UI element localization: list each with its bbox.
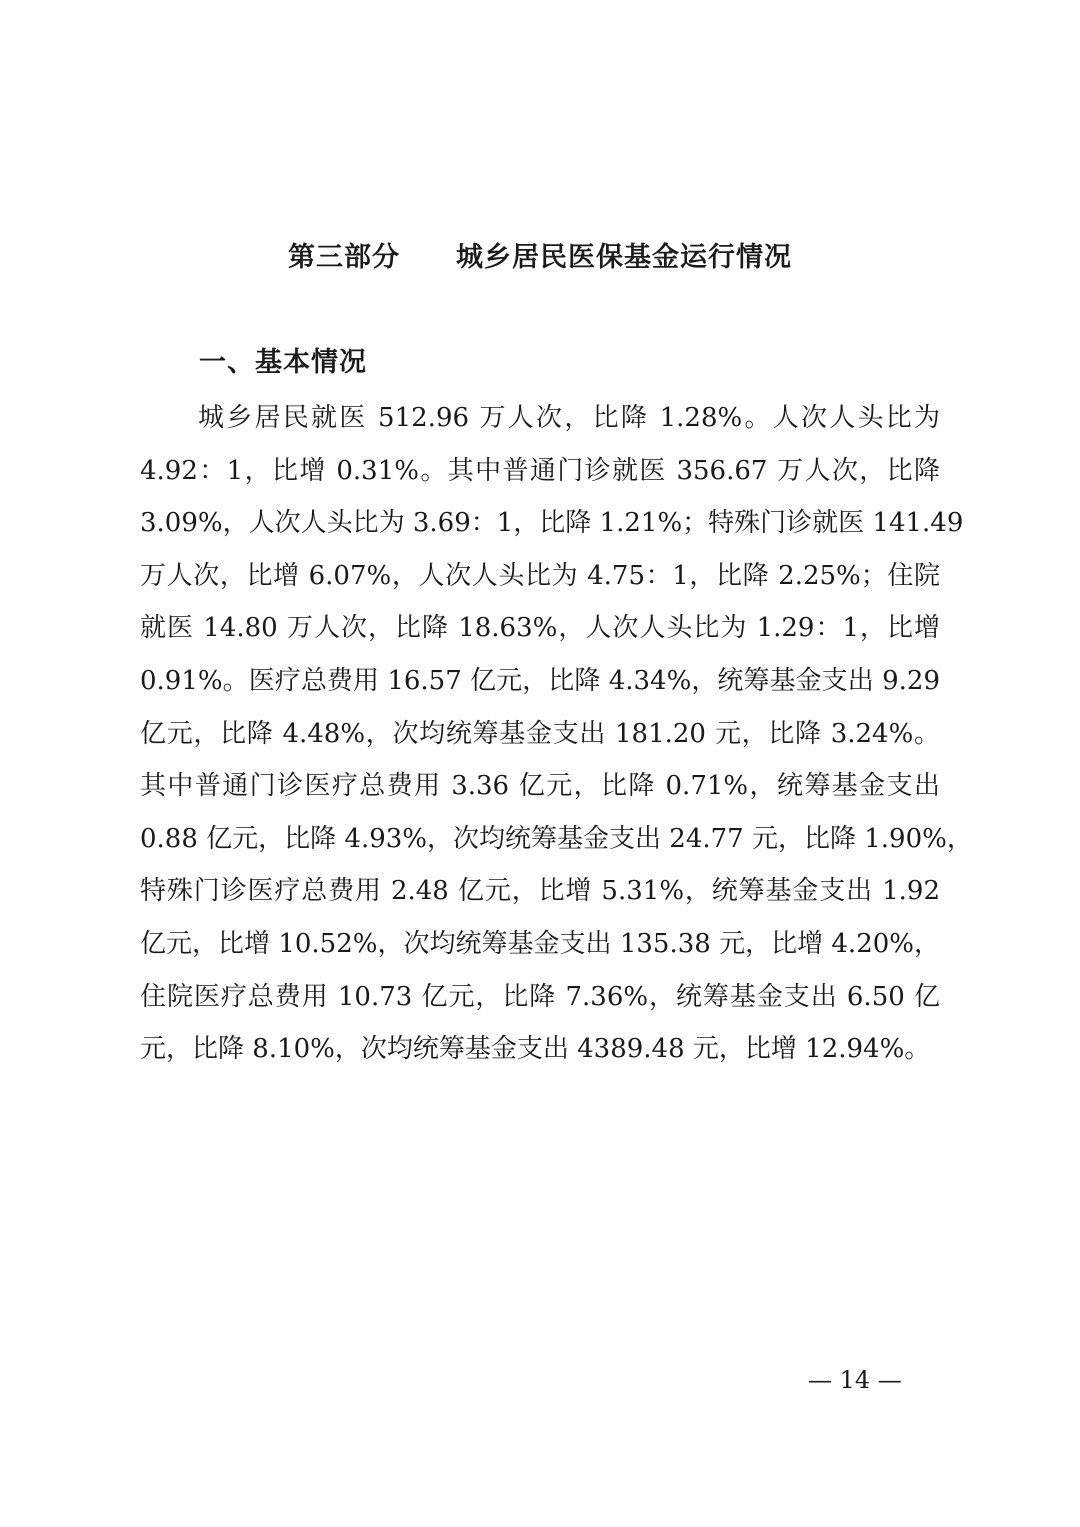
paragraph-line: 0.91%。医疗总费用 16.57 亿元，比降 4.34%，统筹基金支出 9.29	[140, 665, 940, 696]
paragraph-line: 0.88 亿元，比降 4.93%，次均统筹基金支出 24.77 元，比降 1.90%，	[140, 823, 973, 854]
paragraph-line: 3.09%，人次人头比为 3.69：1，比降 1.21%；特殊门诊就医 141.49	[140, 508, 964, 539]
body-paragraph	[140, 392, 973, 1076]
paragraph-line: 其中普通门诊医疗总费用 3.36 亿元，比降 0.71%，统筹基金支出	[140, 771, 940, 802]
paragraph-line: 4.92：1，比增 0.31%。其中普通门诊就医 356.67 万人次，比降	[140, 455, 940, 486]
page-number: — 14 —	[808, 1366, 902, 1394]
part-title: 第三部分 城乡居民医保基金运行情况	[288, 242, 792, 273]
paragraph-line: 就医 14.80 万人次，比降 18.63%，人次人头比为 1.29：1，比增	[140, 613, 940, 644]
paragraph-line: 住院医疗总费用 10.73 亿元，比降 7.36%，统筹基金支出 6.50 亿	[140, 981, 940, 1012]
paragraph-line: 城乡居民就医 512.96 万人次，比降 1.28%。人次人头比为	[198, 403, 940, 433]
paragraph-line: 亿元，比增 10.52%，次均统筹基金支出 135.38 元，比增 4.20%，	[140, 928, 940, 959]
section-heading: 一、基本情况	[199, 347, 367, 378]
paragraph-line: 特殊门诊医疗总费用 2.48 亿元，比增 5.31%，统筹基金支出 1.92	[140, 876, 940, 907]
paragraph-line: 元，比降 8.10%，次均统筹基金支出 4389.48 元，比增 12.94%。	[140, 1034, 931, 1065]
paragraph-line: 万人次，比增 6.07%，人次人头比为 4.75：1，比降 2.25%；住院	[140, 560, 940, 591]
paragraph-line: 亿元，比降 4.48%，次均统筹基金支出 181.20 元，比降 3.24%。	[140, 718, 940, 749]
